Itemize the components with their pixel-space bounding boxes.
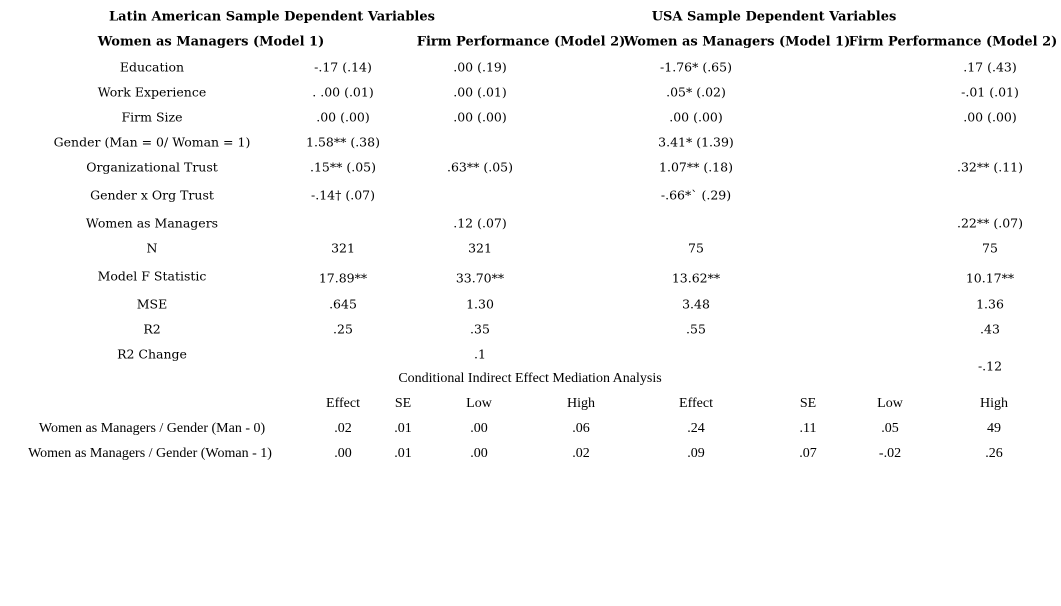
table-cell: 75 bbox=[688, 240, 704, 256]
column-header: Women as Managers (Model 1) bbox=[97, 34, 325, 50]
column-header: Women as Managers (Model 1) bbox=[623, 34, 851, 50]
table-cell: .00 (.00) bbox=[669, 109, 723, 125]
row-label: Women as Managers bbox=[85, 215, 219, 231]
table-cell: 75 bbox=[982, 240, 998, 256]
table-cell: 3.41* (1.39) bbox=[658, 134, 734, 150]
table-cell: .22** (.07) bbox=[957, 215, 1023, 231]
table-cell: .12 (.07) bbox=[453, 215, 507, 231]
table-cell: .43 bbox=[980, 321, 1000, 337]
mediation-cell: .11 bbox=[799, 421, 817, 436]
table-cell: 13.62** bbox=[671, 270, 721, 286]
table-cell: 321 bbox=[468, 240, 492, 256]
mediation-cell: .02 bbox=[572, 446, 590, 461]
table-cell: .55 bbox=[686, 321, 706, 337]
mediation-title: Conditional Indirect Effect Mediation Analysis bbox=[398, 371, 662, 386]
table-cell: -.01 (.01) bbox=[961, 84, 1019, 100]
mediation-cell: .26 bbox=[985, 446, 1003, 461]
table-cell: .32** (.11) bbox=[957, 159, 1023, 175]
mediation-cell: .02 bbox=[334, 421, 352, 436]
mediation-cell: .01 bbox=[394, 446, 412, 461]
mediation-cell: .06 bbox=[572, 421, 590, 436]
row-label: MSE bbox=[136, 296, 168, 312]
table-cell: -.12 bbox=[977, 358, 1003, 374]
mediation-column-header: High bbox=[980, 396, 1008, 411]
column-header: Firm Performance (Model 2) bbox=[848, 34, 1058, 50]
row-label: Education bbox=[119, 59, 185, 75]
row-label: Model F Statistic bbox=[97, 268, 207, 284]
table-cell: -.17 (.14) bbox=[314, 59, 372, 75]
table-cell: .35 bbox=[470, 321, 490, 337]
table-cell: 1.07** (.18) bbox=[659, 159, 733, 175]
mediation-column-header: SE bbox=[799, 396, 817, 411]
table-cell: 10.17** bbox=[965, 270, 1015, 286]
table-cell: .00 (.00) bbox=[963, 109, 1017, 125]
mediation-cell: -.02 bbox=[878, 446, 902, 461]
row-label: Organizational Trust bbox=[86, 159, 218, 175]
table-cell: 1.30 bbox=[466, 296, 494, 312]
table-cell: .00 (.19) bbox=[453, 59, 507, 75]
latin-sample-header: Latin American Sample Dependent Variables bbox=[109, 9, 435, 25]
mediation-column-header: Effect bbox=[326, 396, 360, 411]
table-cell: .00 (.01) bbox=[453, 84, 507, 100]
column-header: Firm Performance (Model 2) bbox=[416, 34, 626, 50]
table-cell: . .00 (.01) bbox=[312, 84, 374, 100]
mediation-cell: .09 bbox=[687, 446, 705, 461]
table-cell: .63** (.05) bbox=[447, 159, 513, 175]
table-cell: .05* (.02) bbox=[666, 84, 726, 100]
row-label: R2 Change bbox=[117, 346, 187, 362]
table-cell: 1.36 bbox=[976, 296, 1004, 312]
table-cell: .00 (.00) bbox=[453, 109, 507, 125]
table-cell: 17.89** bbox=[318, 270, 368, 286]
mediation-column-header: SE bbox=[394, 396, 412, 411]
mediation-cell: .05 bbox=[881, 421, 899, 436]
mediation-row-label: Women as Managers / Gender (Man - 0) bbox=[38, 421, 266, 436]
table-cell: 33.70** bbox=[455, 270, 505, 286]
row-label: N bbox=[146, 240, 158, 256]
mediation-cell: .00 bbox=[470, 421, 488, 436]
mediation-cell: .00 bbox=[334, 446, 352, 461]
row-label: Gender (Man = 0/ Woman = 1) bbox=[53, 134, 251, 150]
row-label: R2 bbox=[143, 321, 161, 337]
mediation-cell: .00 bbox=[470, 446, 488, 461]
mediation-cell: .24 bbox=[687, 421, 705, 436]
table-cell: -1.76* (.65) bbox=[660, 59, 732, 75]
table-cell: -.66*` (.29) bbox=[660, 187, 732, 203]
table-cell: .15** (.05) bbox=[310, 159, 376, 175]
mediation-column-header: Low bbox=[877, 396, 903, 411]
table-cell: .00 (.00) bbox=[316, 109, 370, 125]
table-cell: 3.48 bbox=[682, 296, 710, 312]
usa-sample-header: USA Sample Dependent Variables bbox=[651, 9, 897, 25]
row-label: Firm Size bbox=[121, 109, 183, 125]
table-cell: .25 bbox=[333, 321, 353, 337]
mediation-column-header: High bbox=[567, 396, 595, 411]
table-cell: -.14† (.07) bbox=[311, 187, 375, 203]
table-cell: .1 bbox=[474, 346, 486, 362]
mediation-cell: 49 bbox=[987, 421, 1001, 436]
table-cell: 321 bbox=[331, 240, 355, 256]
table-cell: 1.58** (.38) bbox=[306, 134, 380, 150]
table-cell: .645 bbox=[329, 296, 357, 312]
mediation-column-header: Low bbox=[466, 396, 492, 411]
mediation-cell: .01 bbox=[394, 421, 412, 436]
row-label: Work Experience bbox=[97, 84, 207, 100]
table-cell: .17 (.43) bbox=[963, 59, 1017, 75]
row-label: Gender x Org Trust bbox=[90, 187, 214, 203]
mediation-cell: .07 bbox=[799, 446, 817, 461]
mediation-row-label: Women as Managers / Gender (Woman - 1) bbox=[28, 446, 272, 461]
mediation-column-header: Effect bbox=[679, 396, 713, 411]
